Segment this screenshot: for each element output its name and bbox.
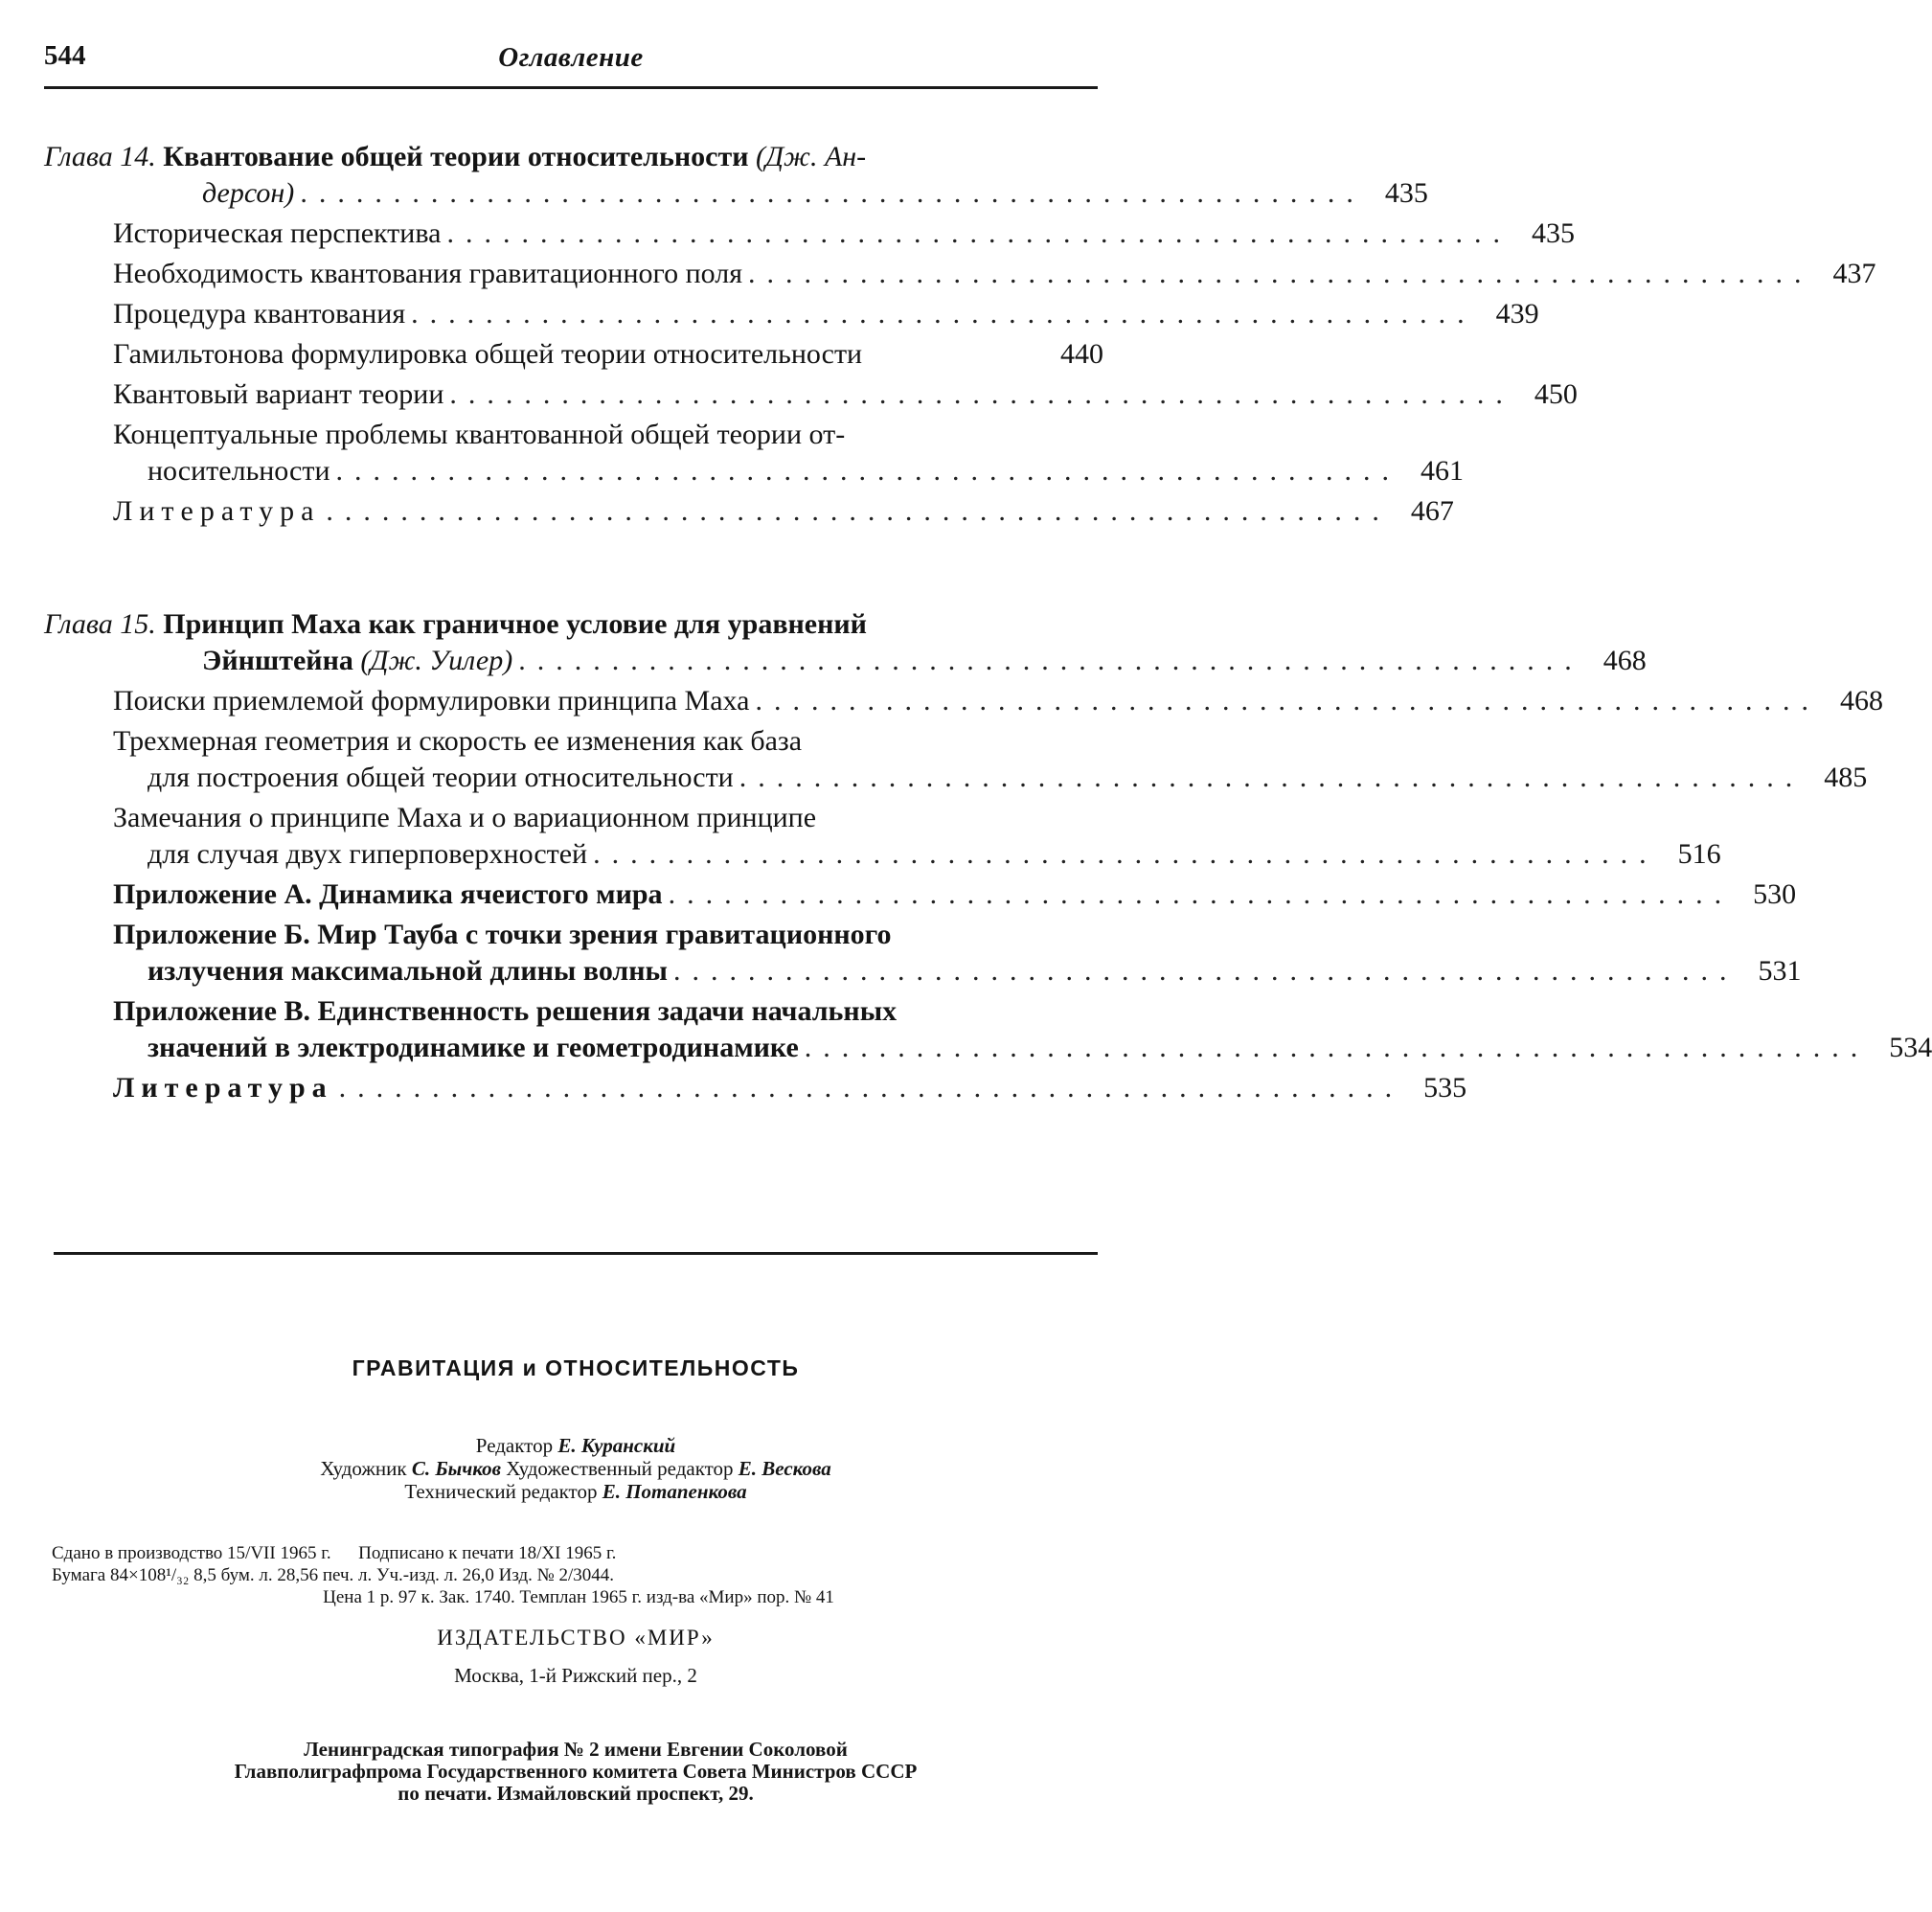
- chapter-page: 435: [1384, 177, 1428, 209]
- printer-line-3: по печати. Измайловский проспект, 29.: [398, 1782, 754, 1805]
- entry-text: Литература: [113, 1072, 333, 1104]
- toc-entry: [44, 417, 1465, 489]
- toc-entry: [44, 800, 1721, 873]
- dot-leader: .........................................................: [518, 645, 1583, 676]
- running-title: Оглавление: [498, 42, 644, 73]
- dot-leader: .........................................................: [593, 838, 1658, 870]
- tech-editor-name: Е. Потапенкова: [602, 1480, 747, 1503]
- dot-leader: .........................................................: [338, 1072, 1404, 1104]
- entry-text: Литература: [113, 495, 321, 527]
- tech-editor-line: [44, 1480, 1107, 1503]
- entry-page: 440: [1060, 338, 1103, 370]
- dot-leader: .........................................................: [300, 177, 1365, 209]
- entry-text-line1: Приложение В. Единственность решения задачи начальных: [113, 995, 898, 1027]
- toc-entry: [44, 876, 1797, 913]
- entry-text: Гамильтонова формулировка общей теории относительности: [113, 338, 863, 370]
- art-editor-name: Е. Вескова: [738, 1457, 831, 1480]
- dot-leader: .........................................................: [326, 495, 1391, 527]
- entry-text-line2: значений в электродинамике и геометродинамике: [148, 1032, 799, 1063]
- dot-leader: .........................................................: [411, 298, 1476, 330]
- entry-text-line2: для случая двух гиперповерхностей: [148, 838, 588, 870]
- printer-line-2: Главполиграфпрома Государственного комитета Совета Министров СССР: [234, 1760, 918, 1783]
- page-header: [44, 40, 1098, 79]
- artist-line: [44, 1457, 1107, 1480]
- entry-text-line1: Приложение Б. Мир Тауба с точки зрения гравитационного: [113, 919, 892, 950]
- publisher-name: ИЗДАТЕЛЬСТВО «МИР»: [437, 1626, 715, 1650]
- entry-page: 530: [1753, 878, 1797, 910]
- art-editor-label: Художественный редактор: [506, 1457, 734, 1480]
- toc-entry: [44, 1070, 1467, 1106]
- entry-text: Необходимость квантования гравитационного поля: [113, 258, 743, 289]
- entry-text: Квантовый вариант теории: [113, 378, 444, 410]
- chapter-title: Квантование общей теории относительности: [163, 141, 749, 172]
- toc-entry: [44, 216, 1575, 252]
- toc-entry: [44, 256, 1876, 292]
- chapter-prefix: Глава 15.: [44, 608, 156, 640]
- toc-entry: [44, 917, 1802, 990]
- chapter-title: Принцип Маха как граничное условие для уравнений: [163, 608, 867, 640]
- dot-leader: .........................................................: [672, 955, 1739, 987]
- artist-name: С. Бычков: [411, 1457, 501, 1480]
- entry-page: 467: [1410, 495, 1454, 527]
- entry-text-line1: Трехмерная геометрия и скорость ее изменения как база: [113, 725, 803, 757]
- chapter-author: (Дж. Уилер): [360, 645, 513, 676]
- dot-leader: .........................................................: [755, 685, 1820, 717]
- dot-leader: .........................................................: [739, 762, 1805, 793]
- entry-text: Историческая перспектива: [113, 217, 442, 249]
- dot-leader: .........................................................: [804, 1032, 1870, 1063]
- entry-text-line1: Замечания о принципе Маха и о вариационном принципе: [113, 802, 817, 833]
- chapter-heading: [44, 139, 1103, 175]
- dot-leader: .........................................................: [668, 878, 1734, 910]
- chapter-spacer: [44, 547, 1103, 606]
- editor-line: [44, 1434, 1107, 1457]
- production-line-3: Цена 1 р. 97 к. Зак. 1740. Темплан 1965 г. изд-ва «Мир» пор. № 41: [323, 1587, 834, 1607]
- chapter-14: [44, 139, 1876, 530]
- chapter-prefix: Глава 14.: [44, 141, 156, 172]
- entry-page: 461: [1421, 455, 1465, 487]
- entry-text-line2: для построения общей теории относительности: [148, 762, 734, 793]
- chapter-15: [44, 606, 1932, 1106]
- artist-label: Художник: [320, 1457, 407, 1480]
- book-title: ГРАВИТАЦИЯ и ОТНОСИТЕЛЬНОСТЬ: [352, 1355, 800, 1380]
- table-of-contents: [44, 139, 1932, 1124]
- entry-page: 534: [1889, 1032, 1932, 1063]
- production-line-1: Сдано в производство 15/VII 1965 г. Подписано к печати 18/XI 1965 г.: [52, 1543, 617, 1563]
- toc-entry: [44, 336, 1103, 373]
- entry-page: 450: [1534, 378, 1578, 410]
- entry-page: 439: [1495, 298, 1539, 330]
- entry-page: 535: [1423, 1072, 1467, 1104]
- dot-leader: .........................................................: [335, 455, 1401, 487]
- toc-entry: [44, 376, 1578, 413]
- toc-entry: [44, 683, 1883, 719]
- toc-entry: [44, 493, 1454, 530]
- toc-entry: [44, 296, 1539, 332]
- page-number: 544: [44, 40, 86, 71]
- entry-page: 437: [1832, 258, 1876, 289]
- dot-leader: .........................................................: [748, 258, 1813, 289]
- chapter-heading: [44, 606, 1103, 643]
- production-line-2: Бумага 84×108¹/₃₂ 8,5 бум. л. 28,56 печ. л. Уч.-изд. л. 26,0 Изд. № 2/3044.: [52, 1565, 615, 1585]
- entry-page: 485: [1824, 762, 1868, 793]
- dot-leader: .........................................................: [449, 378, 1514, 410]
- toc-entry: [44, 993, 1932, 1066]
- entry-text: Приложение А. Динамика ячеистого мира: [113, 878, 663, 910]
- chapter-author: (Дж. Ан-: [755, 141, 867, 172]
- entry-text-line1: Концептуальные проблемы квантованной общей теории от-: [113, 419, 846, 450]
- entry-text: Процедура квантования: [113, 298, 406, 330]
- header-divider: [44, 86, 1098, 89]
- toc-entry: [44, 723, 1868, 796]
- editor-label: Редактор: [475, 1434, 554, 1457]
- dot-leader: .........................................................: [446, 217, 1512, 249]
- entry-page: 531: [1758, 955, 1802, 987]
- printer-line-1: Ленинградская типография № 2 имени Евгении Соколовой: [304, 1738, 848, 1761]
- chapter-page: 468: [1602, 645, 1647, 676]
- editor-name: Е. Куранский: [557, 1434, 676, 1457]
- credits: [44, 1434, 1107, 1503]
- entry-page: 468: [1839, 685, 1883, 717]
- imprint-divider: [54, 1252, 1098, 1255]
- entry-text-line2: излучения максимальной длины волны: [148, 955, 668, 987]
- chapter-author-cont: дерсон): [202, 177, 295, 209]
- chapter-heading-continued: [44, 175, 1428, 212]
- entry-page: 516: [1677, 838, 1721, 870]
- entry-text-line2: носительности: [148, 455, 330, 487]
- entry-page: 435: [1531, 217, 1575, 249]
- tech-editor-label: Технический редактор: [404, 1480, 598, 1503]
- production-details: [52, 1542, 1105, 1608]
- entry-text: Поиски приемлемой формулировки принципа Маха: [113, 685, 750, 717]
- printer-info: [44, 1739, 1107, 1805]
- publisher-address: Москва, 1-й Рижский пер., 2: [454, 1664, 697, 1687]
- chapter-heading-continued: [44, 643, 1647, 679]
- chapter-title-cont: Эйнштейна: [202, 645, 353, 676]
